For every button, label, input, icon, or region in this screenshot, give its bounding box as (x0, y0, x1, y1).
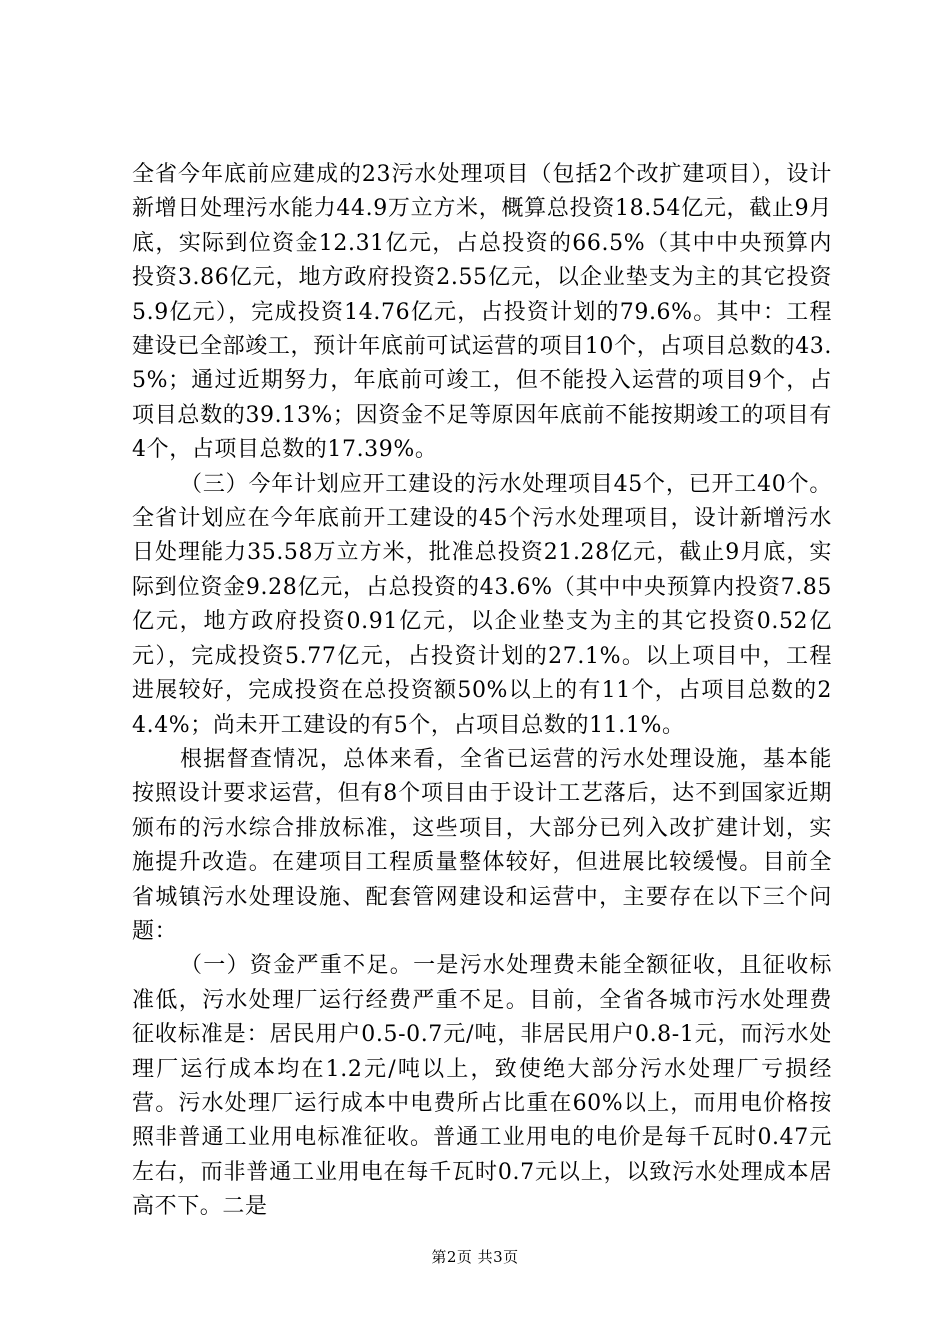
paragraph-3: 根据督查情况，总体来看，全省已运营的污水处理设施，基本能按照设计要求运营，但有8个项目由于设计工艺落后，达不到国家近期颁布的污水综合排放标准，这些项目，大部分已列入改扩建计划，实施提升改造。在建项目工程质量整体较好，但进展比较缓慢。目前全省城镇污水处理设施、配套管网建设和运营中，主要存在以下三个问题： (132, 746, 832, 944)
paragraph-2: （三）今年计划应开工建设的污水处理项目45个，已开工40个。全省计划应在今年底前开工建设的45个污水处理项目，设计新增污水日处理能力35.58万立方米，批准总投资21.28亿元，截止9月底，实际到位资金9.28亿元，占总投资的43.6%（其中中央预算内投资7.85亿元，地方政府投资0.91亿元，以企业垫支为主的其它投资0.52亿元），完成投资5.77亿元，占投资计划的27.1%。以上项目中，工程进展较好，完成投资在总投资额50%以上的有11个，占项目总数的24.4%；尚未开工建设的有5个，占项目总数的11.1%。 (132, 471, 832, 738)
paragraph-1: 全省今年底前应建成的23污水处理项目（包括2个改扩建项目），设计新增日处理污水能力44.9万立方米，概算总投资18.54亿元，截止9月底，实际到位资金12.31亿元，占总投资的66.5%（其中中央预算内投资3.86亿元，地方政府投资2.55亿元，以企业垫支为主的其它投资5.9亿元），完成投资14.76亿元，占投资计划的79.6%。其中：工程建设已全部竣工，预计年底前可试运营的项目10个，占项目总数的43.5%；通过近期努力，年底前可竣工，但不能投入运营的项目9个，占项目总数的39.13%；因资金不足等原因年底前不能按期竣工的项目有4个，占项目总数的17.39%。 (132, 162, 832, 463)
paragraph-4: （一）资金严重不足。一是污水处理费未能全额征收，且征收标准低，污水处理厂运行经费严重不足。目前，全省各城市污水处理费征收标准是：居民用户0.5-0.7元/吨，非居民用户0.8-1元，而污水处理厂运行成本均在1.2元/吨以上，致使绝大部分污水处理厂亏损经营。污水处理厂运行成本中电费所占比重在60%以上，而用电价格按照非普通工业用电标准征收。普通工业用电的电价是每千瓦时0.47元左右，而非普通工业用电在每千瓦时0.7元以上，以致污水处理成本居高不下。二是 (132, 953, 832, 1220)
document-body (132, 158, 832, 1225)
page-footer: 第2页 共3页 (431, 1248, 519, 1266)
